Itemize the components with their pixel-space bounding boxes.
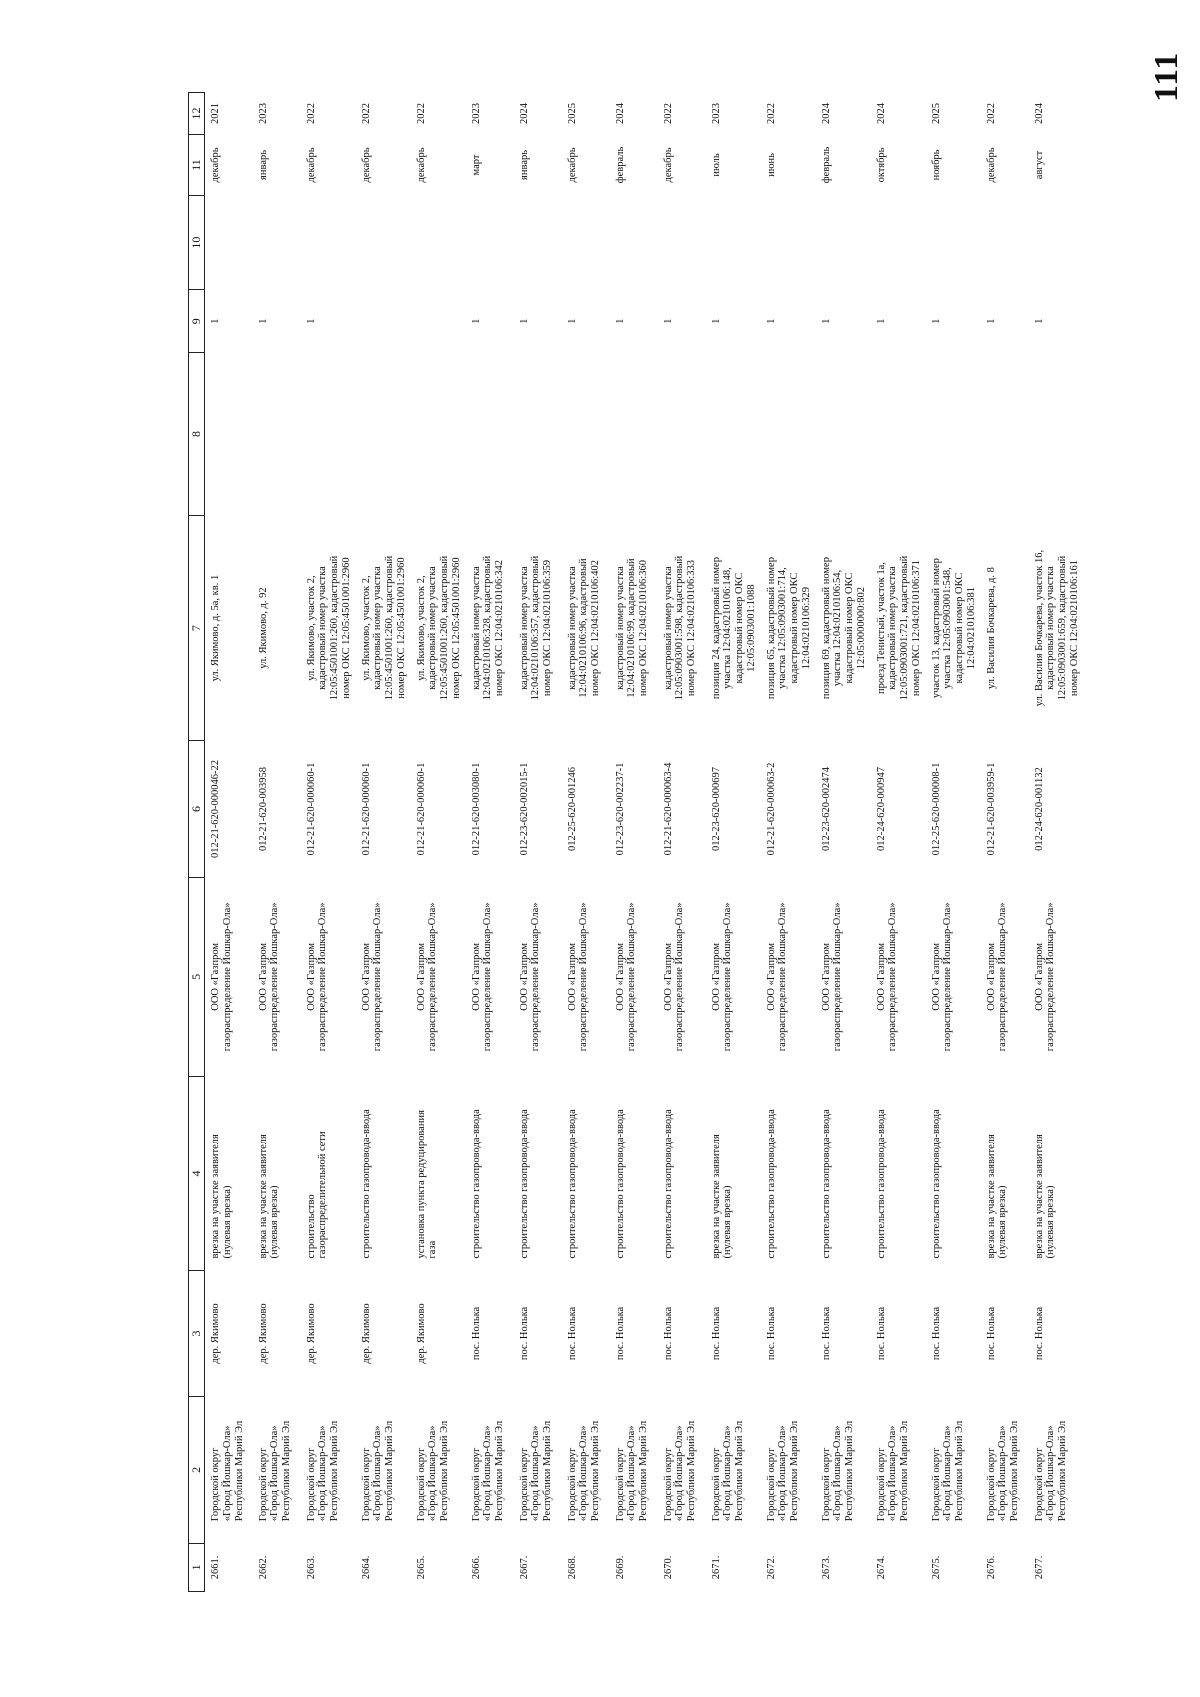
column-8-cell [253,353,301,516]
table-row [871,93,926,1592]
application-code-cell: 012-21-620-000063-4 [662,762,674,856]
column-10-cell [761,195,816,289]
column-10-cell [706,195,761,289]
quantity-cell: 1 [875,318,887,324]
month-cell: декабрь [985,147,997,183]
district-cell: Городской округ «Город Йошкар-Ола» Республики Марий Эл [765,1420,800,1522]
work-type-cell: строительство газопровода-ввода [765,1109,777,1259]
column-8-cell [658,353,706,516]
address-cell: кадастровый номер участка 12:04:0210106:328, кадастровый номер ОКС 12:04:0210106:342 [470,555,505,701]
company-cell: ООО «Газпром газораспределение Йошкар-Ола» [305,902,329,1052]
settlement-cell: пос. Нолька [1033,1306,1045,1361]
column-header-10: 10 [189,195,205,289]
company-cell: ООО «Газпром газораспределение Йошкар-Ола» [415,902,439,1052]
row-number: 2671. [710,1555,722,1580]
table-row [610,93,658,1592]
quantity-cell: 1 [765,318,777,324]
month-cell: март [470,154,482,176]
settlement-cell: пос. Нолька [985,1306,997,1361]
column-10-cell [871,195,926,289]
column-10-cell [562,195,610,289]
table-row [981,93,1029,1592]
year-cell: 2022 [765,103,777,125]
settlement-cell: пос. Нолька [566,1306,578,1361]
application-code-cell: 012-21-620-000046-22 [210,760,221,859]
application-code-cell: 012-21-620-000060-1 [305,762,317,856]
company-cell: ООО «Газпром газораспределение Йошкар-Ола» [210,902,233,1052]
district-cell: Городской округ «Город Йошкар-Ола» Республики Марий Эл [210,1420,245,1522]
address-cell: кадастровый номер участка 12:04:0210106:357, кадастровый номер ОКС 12:04:0210106:359 [518,555,553,701]
column-header-2: 2 [189,1396,205,1543]
column-10-cell [816,195,871,289]
column-10-cell [514,195,562,289]
quantity-cell: 1 [210,318,221,324]
year-cell: 2024 [518,103,530,125]
column-8-cell [610,353,658,516]
work-type-cell: строительство газопровода-ввода [875,1109,887,1259]
quantity-cell: 1 [662,318,674,324]
settlement-cell: дер. Якимово [415,1303,427,1364]
month-cell: август [1033,150,1045,180]
work-type-cell: врезка на участке заявителя (нулевая врезка) [1033,1134,1057,1259]
column-10-cell [610,195,658,289]
column-header-9: 9 [189,290,205,353]
quantity-cell: 1 [470,318,482,324]
application-code-cell: 012-24-620-000947 [875,767,887,852]
company-cell: ООО «Газпром газораспределение Йошкар-Ола» [360,902,384,1052]
column-8-cell [356,353,411,516]
district-cell: Городской округ «Город Йошкар-Ола» Республики Марий Эл [930,1420,965,1522]
table-row [816,93,871,1592]
month-cell: июнь [765,153,777,177]
quantity-cell: 1 [566,318,578,324]
year-cell: 2021 [210,103,221,125]
district-cell: Городской округ «Город Йошкар-Ола» Республики Марий Эл [360,1420,395,1522]
settlement-cell: пос. Нолька [470,1306,482,1361]
application-code-cell: 012-23-620-002015-1 [518,762,530,856]
column-10-cell [411,195,466,289]
work-type-cell: врезка на участке заявителя (нулевая врезка) [710,1134,734,1259]
application-code-cell: 012-24-620-001132 [1033,767,1045,851]
address-cell: ул. Якимово, участок 2, кадастровый номер участка 12:05:4501001:260, кадастровый номер ОКС 12:05:4501001:2960 [360,555,407,701]
application-code-cell: 012-21-620-003080-1 [470,762,482,856]
settlement-cell: дер. Якимово [210,1303,221,1364]
column-10-cell [466,195,514,289]
work-type-cell: строительство газопровода-ввода [662,1109,674,1259]
table-row [761,93,816,1592]
address-cell: кадастровый номер участка 12:04:0210106:96, кадастровый номер ОКС 12:04:0210106:402 [566,558,601,698]
work-type-cell: строительство газопровода-ввода [518,1109,530,1259]
year-cell: 2023 [470,103,482,125]
district-cell: Городской округ «Город Йошкар-Ола» Республики Марий Эл [820,1420,855,1522]
company-cell: ООО «Газпром газораспределение Йошкар-Ола» [875,902,899,1052]
column-8-cell [514,353,562,516]
quantity-cell: 1 [518,318,530,324]
company-cell: ООО «Газпром газораспределение Йошкар-Ола» [765,902,789,1052]
work-type-cell: строительство газопровода-ввода [470,1109,482,1259]
company-cell: ООО «Газпром газораспределение Йошкар-Ола» [820,902,844,1052]
company-cell: ООО «Газпром газораспределение Йошкар-Ола» [985,902,1009,1052]
address-cell: ул. Якимово, д. 92 [257,587,269,669]
column-header-5: 5 [189,877,205,1076]
table-row [356,93,411,1592]
settlement-cell: пос. Нолька [614,1306,626,1361]
table-row [706,93,761,1592]
quantity-cell: 1 [985,318,997,324]
column-8-cell [466,353,514,516]
table-row [658,93,706,1592]
settlement-cell: пос. Нолька [875,1306,887,1361]
quantity-cell [356,290,411,353]
column-8-cell [562,353,610,516]
year-cell: 2023 [710,103,722,125]
row-number: 2672. [765,1555,777,1580]
month-cell: декабрь [566,147,578,183]
column-10-cell [205,195,253,289]
address-cell: позиция 24, кадастровый номер участка 12:04:0210106:148, кадастровый номер ОКС 12:05:0903001:1088 [710,557,757,700]
month-cell: декабрь [305,147,317,183]
district-cell: Городской округ «Город Йошкар-Ола» Республики Марий Эл [1033,1420,1068,1522]
row-number: 2670. [662,1555,674,1580]
settlement-cell: пос. Нолька [710,1306,722,1361]
application-code-cell: 012-25-620-001246 [566,767,578,852]
page-number: 111 [1148,51,1185,102]
row-number: 2675. [930,1555,942,1580]
application-code-cell: 012-23-620-002474 [820,767,832,852]
company-cell: ООО «Газпром газораспределение Йошкар-Ола» [614,902,638,1052]
address-cell: кадастровый номер участка 12:04:0210106:99, кадастровый номер ОКС 12:04:0210106:360 [614,558,649,698]
column-10-cell [253,195,301,289]
table-row [1029,93,1084,1592]
row-number: 2676. [985,1555,997,1580]
work-type-cell: строительство газопровода-ввода [930,1109,942,1259]
month-cell: декабрь [415,147,427,183]
application-code-cell: 012-21-620-003959-1 [985,762,997,856]
year-cell: 2025 [566,103,578,125]
year-cell: 2024 [1033,103,1045,125]
district-cell: Городской округ «Город Йошкар-Ола» Республики Марий Эл [470,1420,505,1522]
address-cell: проезд Тенистый, участок 1а, кадастровый номер участка 12:05:0903001:721, кадастровый номер ОКС 12:04:0210106:371 [875,555,922,701]
year-cell: 2022 [415,103,427,125]
column-header-12: 12 [189,93,205,135]
address-cell: ул. Василия Бочкарева, д. 8 [985,567,997,690]
district-cell: Городской округ «Город Йошкар-Ола» Республики Марий Эл [257,1420,292,1522]
work-type-cell: строительство газопровода-ввода [820,1109,832,1259]
table-row [514,93,562,1592]
company-cell: ООО «Газпром газораспределение Йошкар-Ола» [930,902,954,1052]
month-cell: декабрь [662,147,674,183]
address-cell: участок 13, кадастровый номер участка 12:05:0903001:548, кадастровый номер ОКС 12:04:0210106:381 [930,558,977,699]
company-cell: ООО «Газпром газораспределение Йошкар-Ола» [710,902,734,1052]
table-header [189,93,205,1592]
quantity-cell: 1 [614,318,626,324]
column-8-cell [981,353,1029,516]
row-number: 2664. [360,1555,372,1580]
row-number: 2662. [257,1555,269,1580]
work-type-cell: установка пункта редуцирования газа [415,1110,439,1259]
table-row [301,93,356,1592]
district-cell: Городской округ «Город Йошкар-Ола» Республики Марий Эл [305,1420,340,1522]
column-8-cell [761,353,816,516]
quantity-cell: 1 [305,318,317,324]
column-header-7: 7 [189,515,205,741]
column-8-cell [1029,353,1084,516]
column-header-8: 8 [189,353,205,516]
settlement-cell: пос. Нолька [518,1306,530,1361]
month-cell: июль [710,153,722,177]
column-8-cell [816,353,871,516]
year-cell: 2025 [930,103,942,125]
company-cell: ООО «Газпром газораспределение Йошкар-Ола» [662,902,686,1052]
district-cell: Городской округ «Город Йошкар-Ола» Республики Марий Эл [614,1420,649,1522]
row-number: 2674. [875,1555,887,1580]
settlement-cell: дер. Якимово [257,1303,269,1364]
month-cell: январь [257,149,269,180]
row-number: 2673. [820,1555,832,1580]
company-cell: ООО «Газпром газораспределение Йошкар-Ола» [257,902,281,1052]
column-header-4: 4 [189,1076,205,1270]
application-code-cell: 012-21-620-000060-1 [415,762,427,856]
column-8-cell [926,353,981,516]
work-type-cell: врезка на участке заявителя (нулевая врезка) [210,1134,233,1259]
district-cell: Городской округ «Город Йошкар-Ола» Республики Марий Эл [415,1420,450,1522]
settlement-cell: дер. Якимово [305,1303,317,1364]
work-type-cell: врезка на участке заявителя (нулевая врезка) [985,1134,1009,1259]
year-cell: 2022 [360,103,372,125]
year-cell: 2024 [820,103,832,125]
column-header-6: 6 [189,741,205,877]
work-type-cell: строительство газопровода-ввода [566,1109,578,1259]
column-10-cell [658,195,706,289]
column-8-cell [301,353,356,516]
column-8-cell [411,353,466,516]
table-body [205,93,1084,1592]
month-cell: декабрь [360,147,372,183]
address-cell: ул. Якимово, д. 5а, кв. 1 [210,574,221,682]
column-10-cell [356,195,411,289]
column-8-cell [706,353,761,516]
application-code-cell: 012-21-620-000063-2 [765,762,777,856]
table-row [253,93,301,1592]
address-cell: ул. Якимово, участок 2, кадастровый номер участка 12:05:4501001:260, кадастровый номер ОКС 12:05:4501001:2960 [305,555,352,701]
address-cell: кадастровый номер участка 12:05:0903001:598, кадастровый номер ОКС 12:04:0210106:333 [662,555,697,701]
column-header-1: 1 [189,1543,205,1591]
settlement-cell: пос. Нолька [930,1306,942,1361]
month-cell: декабрь [210,147,221,183]
work-type-cell: строительство газопровода-ввода [614,1109,626,1259]
district-cell: Городской округ «Город Йошкар-Ола» Республики Марий Эл [875,1420,910,1522]
table-row [466,93,514,1592]
district-cell: Городской округ «Город Йошкар-Ола» Республики Марий Эл [710,1420,745,1522]
rotated-table-block [188,92,1080,1592]
settlement-cell: пос. Нолька [765,1306,777,1361]
year-cell: 2024 [875,103,887,125]
quantity-cell: 1 [820,318,832,324]
quantity-cell: 1 [930,318,942,324]
year-cell: 2024 [614,103,626,125]
column-8-cell [871,353,926,516]
district-cell: Городской округ «Город Йошкар-Ола» Республики Марий Эл [985,1420,1020,1522]
district-cell: Городской округ «Город Йошкар-Ола» Республики Марий Эл [662,1420,697,1522]
year-cell: 2022 [662,103,674,125]
month-cell: январь [518,149,530,180]
row-number: 2677. [1033,1555,1045,1580]
table-row [562,93,610,1592]
settlement-cell: пос. Нолька [662,1306,674,1361]
month-cell: февраль [820,146,832,184]
column-10-cell [981,195,1029,289]
settlement-cell: дер. Якимово [360,1303,372,1364]
year-cell: 2022 [305,103,317,125]
month-cell: ноябрь [930,149,942,181]
row-number: 2669. [614,1555,626,1580]
year-cell: 2023 [257,103,269,125]
row-number: 2663. [305,1555,317,1580]
work-type-cell: строительство газораспределительной сети [305,1131,329,1259]
district-cell: Городской округ «Город Йошкар-Ола» Республики Марий Эл [566,1420,601,1522]
quantity-cell: 1 [710,318,722,324]
application-code-cell: 012-25-620-000008-1 [930,762,942,856]
row-number: 2668. [566,1555,578,1580]
column-10-cell [1029,195,1084,289]
quantity-cell: 1 [257,318,269,324]
column-header-11: 11 [189,135,205,196]
company-cell: ООО «Газпром газораспределение Йошкар-Ола» [1033,902,1057,1052]
table-row [926,93,981,1592]
row-number: 2665. [415,1555,427,1580]
column-header-3: 3 [189,1271,205,1397]
settlement-cell: пос. Нолька [820,1306,832,1361]
year-cell: 2022 [985,103,997,125]
work-type-cell: врезка на участке заявителя (нулевая врезка) [257,1134,281,1259]
application-code-cell: 012-21-620-000060-1 [360,762,372,856]
company-cell: ООО «Газпром газораспределение Йошкар-Ола» [518,902,542,1052]
month-cell: февраль [614,146,626,184]
row-number: 2667. [518,1555,530,1580]
table-row [411,93,466,1592]
column-10-cell [301,195,356,289]
address-cell: ул. Якимово, участок 2, кадастровый номер участка 12:05:4501001:260, кадастровый номер ОКС 12:05:4501001:2960 [415,555,462,701]
quantity-cell [411,290,466,353]
application-code-cell: 012-21-620-003958 [257,767,269,852]
company-cell: ООО «Газпром газораспределение Йошкар-Ола» [470,902,494,1052]
row-number: 2666. [470,1555,482,1580]
application-code-cell: 012-23-620-000697 [710,767,722,852]
quantity-cell: 1 [1033,318,1045,324]
month-cell: октябрь [875,147,887,183]
address-cell: позиция 65, кадастровый номер участка 12:05:0903001:714, кадастровый номер ОКС 12:04:0210106:329 [765,557,812,700]
district-cell: Городской округ «Город Йошкар-Ола» Республики Марий Эл [518,1420,553,1522]
address-cell: позиция 69, кадастровый номер участка 12:04:0210106:54, кадастровый номер ОКС 12:05:0000000:802 [820,557,867,700]
application-code-cell: 012-23-620-002237-1 [614,762,626,856]
register-table [188,92,1084,1592]
column-10-cell [926,195,981,289]
row-number: 2661. [210,1555,221,1580]
company-cell: ООО «Газпром газораспределение Йошкар-Ола» [566,902,590,1052]
work-type-cell: строительство газопровода-ввода [360,1109,372,1259]
column-8-cell [205,353,253,516]
address-cell: ул. Василия Бочкарева, участок 16, кадастровый номер участка 12:05:0903001:659, кадастровый номер ОКС 12:04:0210106:161 [1033,549,1080,707]
table-row [205,93,253,1592]
